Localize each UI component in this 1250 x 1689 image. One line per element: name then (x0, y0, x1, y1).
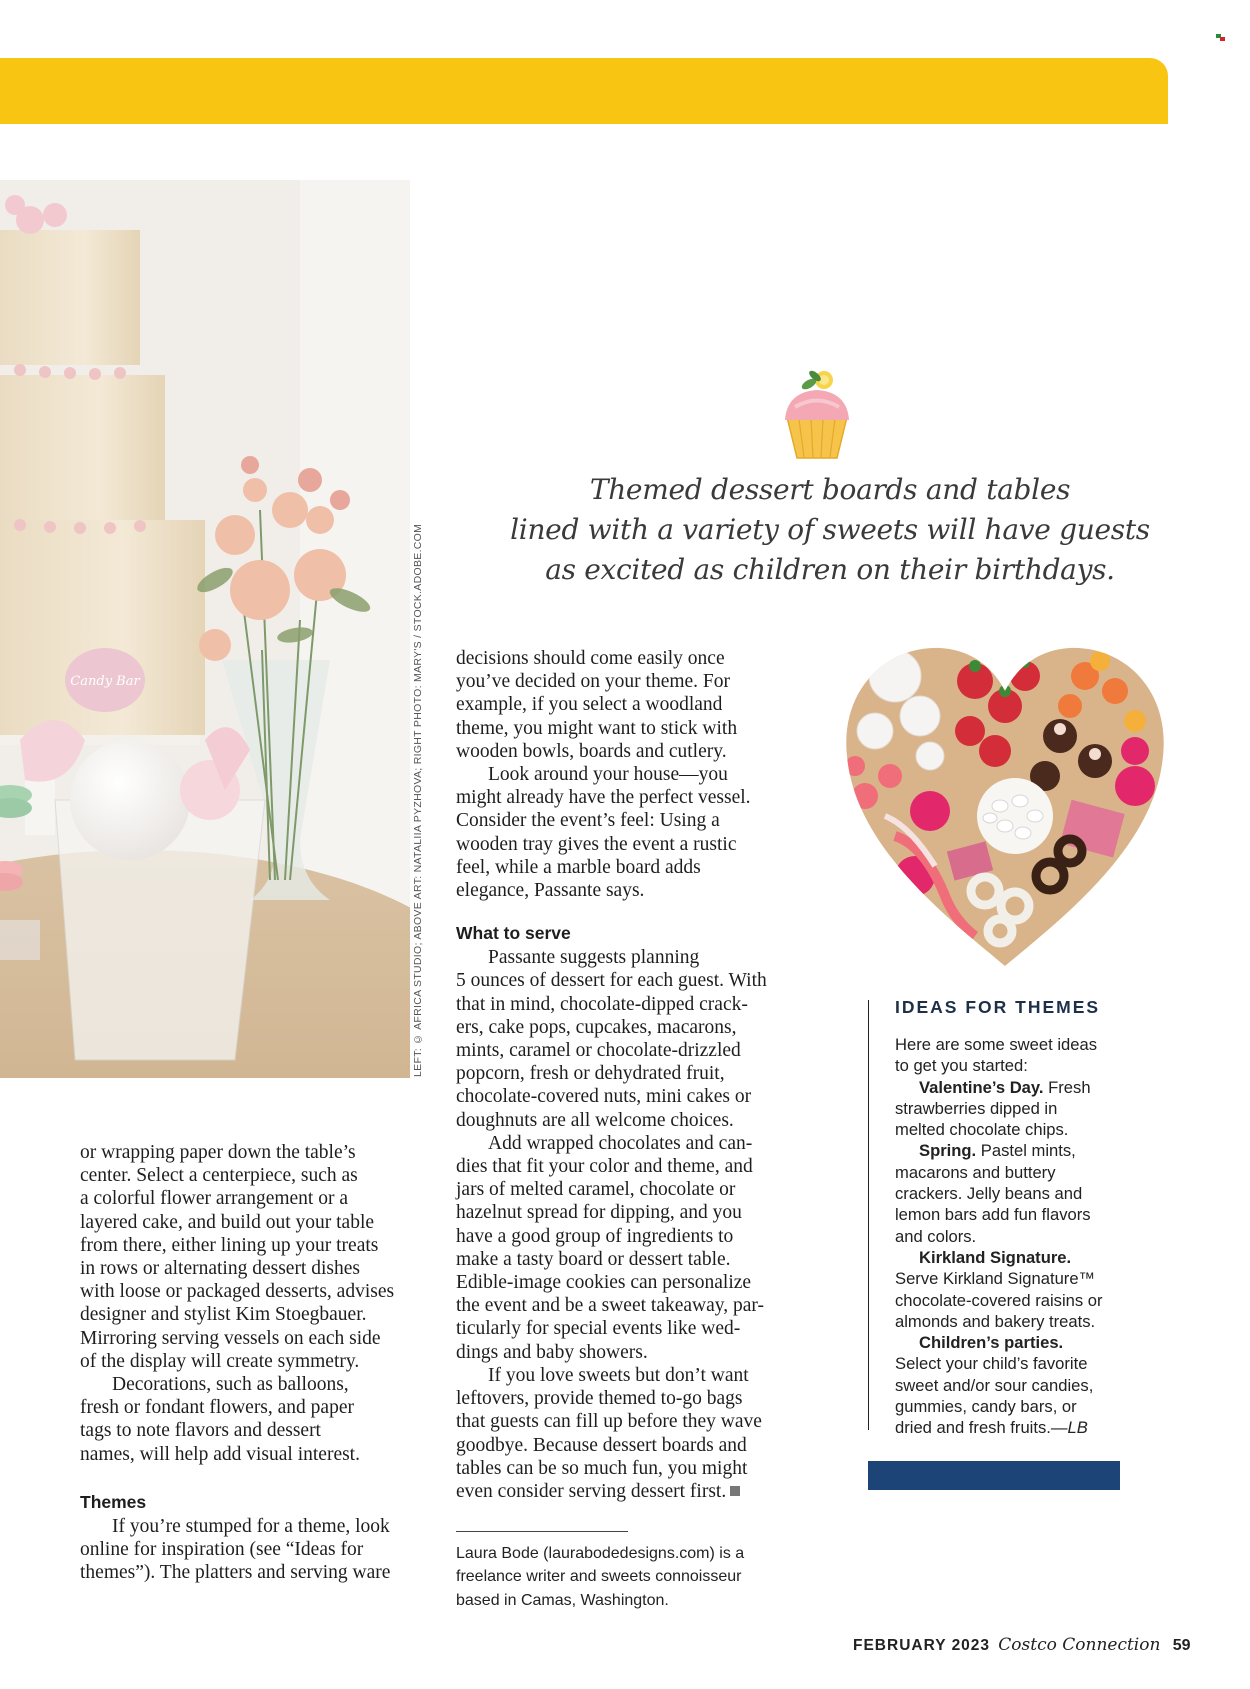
text-line: themes”). The platters and serving ware (80, 1562, 391, 1584)
text-line: Consider the event’s feel: Using a (456, 810, 720, 832)
sidebar-line: sweet and/or sour candies, (895, 1375, 1094, 1395)
text-line: goodbye. Because dessert boards and (456, 1434, 747, 1456)
paragraph (456, 1364, 796, 1503)
sidebar-line (895, 1417, 1165, 1438)
bio-line: based in Camas, Washington. (456, 1591, 669, 1609)
text-line: that guests can fill up before they wave (456, 1411, 762, 1433)
paragraph (456, 946, 796, 1132)
heart-dessert-board-photo (835, 636, 1175, 976)
photo-credit: LEFT: © AFRICA STUDIO; ABOVE ART: NATALIIA PYZHOVA; RIGHT PHOTO: MARY'S / STOCK.ADOBE.COM (412, 523, 424, 1077)
text-line: might already have the perfect vessel. (456, 787, 751, 809)
text-line: leftovers, provide themed to-go bags (456, 1388, 743, 1410)
issue-date: FEBRUARY 2023 (853, 1637, 991, 1654)
text-line: from there, either lining up your treats (80, 1234, 379, 1256)
magazine-name: Costco Connection (998, 1635, 1161, 1655)
text-line: tags to note flavors and dessert (80, 1420, 321, 1442)
sidebar-line: Here are some sweet ideas (895, 1035, 1097, 1054)
text-line: If you love sweets but don’t want (488, 1364, 749, 1386)
text-line: theme, you might want to stick with (456, 717, 738, 739)
sidebar-text: dried and fresh fruits. (895, 1418, 1051, 1438)
sidebar-body (895, 1034, 1165, 1439)
middle-column (456, 647, 796, 1503)
page-footer (853, 1635, 1190, 1655)
text-line: hazelnut spread for dipping, and you (456, 1202, 742, 1224)
paragraph (456, 647, 796, 763)
text-line: If you’re stumped for a theme, look (112, 1515, 390, 1537)
end-mark-icon (730, 1486, 740, 1496)
paragraph (80, 1373, 420, 1466)
text-line: center. Select a centerpiece, such as (80, 1165, 358, 1187)
pull-quote-line: as excited as children on their birthdays. (545, 553, 1115, 586)
section-heading-themes: Themes (80, 1491, 147, 1512)
corner-registration-icon (1216, 34, 1225, 41)
text-line: make a tasty board or dessert table. (456, 1248, 731, 1270)
text-line: doughnuts are all welcome choices. (456, 1109, 734, 1131)
paragraph (456, 763, 796, 902)
section-heading-what-to-serve: What to serve (456, 923, 571, 944)
text-line: feel, while a marble board adds (456, 856, 701, 878)
cake-flowers-photo (0, 180, 410, 1078)
text-line: of the display will create symmetry. (80, 1350, 360, 1372)
text-line: Look around your house—you (488, 764, 728, 786)
text-line-final: even consider serving dessert first. (456, 1480, 727, 1502)
sidebar-divider (868, 1000, 869, 1430)
paragraph (80, 1141, 420, 1373)
bio-line: freelance writer and sweets connoisseur (456, 1568, 742, 1586)
text-line: you’ve decided on your theme. For (456, 671, 731, 693)
text-line: 5 ounces of dessert for each guest. With (456, 970, 767, 992)
sidebar-line (895, 1140, 1165, 1161)
paragraph (80, 1515, 420, 1585)
text-line: ticularly for special events like wed- (456, 1318, 741, 1340)
text-line: online for inspiration (see “Ideas for (80, 1539, 364, 1561)
text-line: have a good group of ingredients to (456, 1225, 734, 1247)
text-line: with loose or packaged desserts, advises (80, 1281, 395, 1303)
theme-text: Pastel mints, (976, 1141, 1076, 1161)
text-line: mints, caramel or chocolate-drizzled (456, 1040, 741, 1062)
text-line: decisions should come easily once (456, 648, 725, 669)
text-line: Edible-image cookies can personalize (456, 1272, 752, 1294)
text-line: Decorations, such as balloons, (112, 1374, 349, 1396)
text-line: a colorful flower arrangement or a (80, 1188, 348, 1210)
sidebar-line (895, 1077, 1165, 1098)
pull-quote-line: lined with a variety of sweets will have guests (510, 513, 1150, 546)
sidebar-line: and colors. (895, 1226, 977, 1246)
text-line: dings and baby showers. (456, 1341, 648, 1363)
text-line: fresh or fondant flowers, and paper (80, 1397, 354, 1419)
text-line: ers, cake pops, cupcakes, macarons, (456, 1016, 737, 1038)
sidebar-line: gummies, candy bars, or (895, 1397, 1077, 1417)
theme-text: Fresh (1043, 1077, 1091, 1097)
sidebar-line: Select your child’s favorite (895, 1354, 1088, 1374)
sidebar-line: chocolate-covered raisins or (895, 1290, 1103, 1310)
theme-title-valentines: Valentine’s Day. (919, 1077, 1044, 1097)
sidebar-line: macarons and buttery (895, 1162, 1056, 1182)
text-line: dies that fit your color and theme, and (456, 1156, 753, 1178)
sidebar-line: melted chocolate chips. (895, 1120, 1069, 1140)
author-initials: —LB (1050, 1418, 1088, 1438)
paragraph (456, 1132, 796, 1364)
text-line: jars of melted caramel, chocolate or (456, 1179, 736, 1201)
candy-bar-sign: Candy Bar (70, 674, 140, 689)
text-line: elegance, Passante says. (456, 880, 645, 902)
pull-quote-line: Themed dessert boards and tables (589, 473, 1071, 506)
text-line: layered cake, and build out your table (80, 1211, 375, 1233)
text-line: popcorn, fresh or dehydrated fruit, (456, 1063, 725, 1085)
text-line: chocolate-covered nuts, mini cakes or (456, 1086, 752, 1108)
text-line: wooden tray gives the event a rustic (456, 833, 737, 855)
sidebar-line: almonds and bakery treats. (895, 1311, 1096, 1331)
sidebar-title: IDEAS FOR THEMES (895, 997, 1101, 1017)
cupcake-icon (777, 362, 857, 462)
header-yellow-band (0, 58, 1168, 124)
text-line: wooden bowls, boards and cutlery. (456, 740, 727, 762)
text-line: or wrapping paper down the table’s (80, 1142, 356, 1163)
sidebar-line: strawberries dipped in (895, 1098, 1058, 1118)
sidebar-line: to get you started: (895, 1056, 1028, 1076)
sidebar-line: crackers. Jelly beans and (895, 1184, 1083, 1204)
text-line: designer and stylist Kim Stoegbauer. (80, 1304, 367, 1326)
text-line: example, if you select a woodland (456, 694, 723, 716)
sidebar-navy-bar (868, 1461, 1120, 1490)
text-line: in rows or alternating dessert dishes (80, 1258, 360, 1280)
theme-title-kirkland: Kirkland Signature. (919, 1247, 1072, 1267)
bio-line: Laura Bode (laurabodedesigns.com) is a (456, 1545, 745, 1562)
text-line: tables can be so much fun, you might (456, 1457, 748, 1479)
text-line: names, will help add visual interest. (80, 1443, 360, 1465)
text-line (456, 1480, 796, 1503)
text-line: that in mind, chocolate-dipped crack- (456, 993, 748, 1015)
text-line: the event and be a sweet takeaway, par- (456, 1295, 765, 1317)
theme-title-childrens-parties: Children’s parties. (919, 1333, 1064, 1353)
left-column (80, 1141, 420, 1584)
bio-divider (456, 1531, 628, 1532)
text-line: Mirroring serving vessels on each side (80, 1327, 381, 1349)
page-number: 59 (1172, 1637, 1191, 1654)
author-bio (456, 1542, 796, 1612)
sidebar-line: Serve Kirkland Signature™ (895, 1269, 1096, 1289)
pull-quote (500, 470, 1160, 590)
text-line: Add wrapped chocolates and can- (488, 1132, 753, 1154)
sidebar-line: lemon bars add fun flavors (895, 1205, 1091, 1225)
theme-title-spring: Spring. (919, 1141, 977, 1161)
text-line: Passante suggests planning (488, 947, 700, 969)
